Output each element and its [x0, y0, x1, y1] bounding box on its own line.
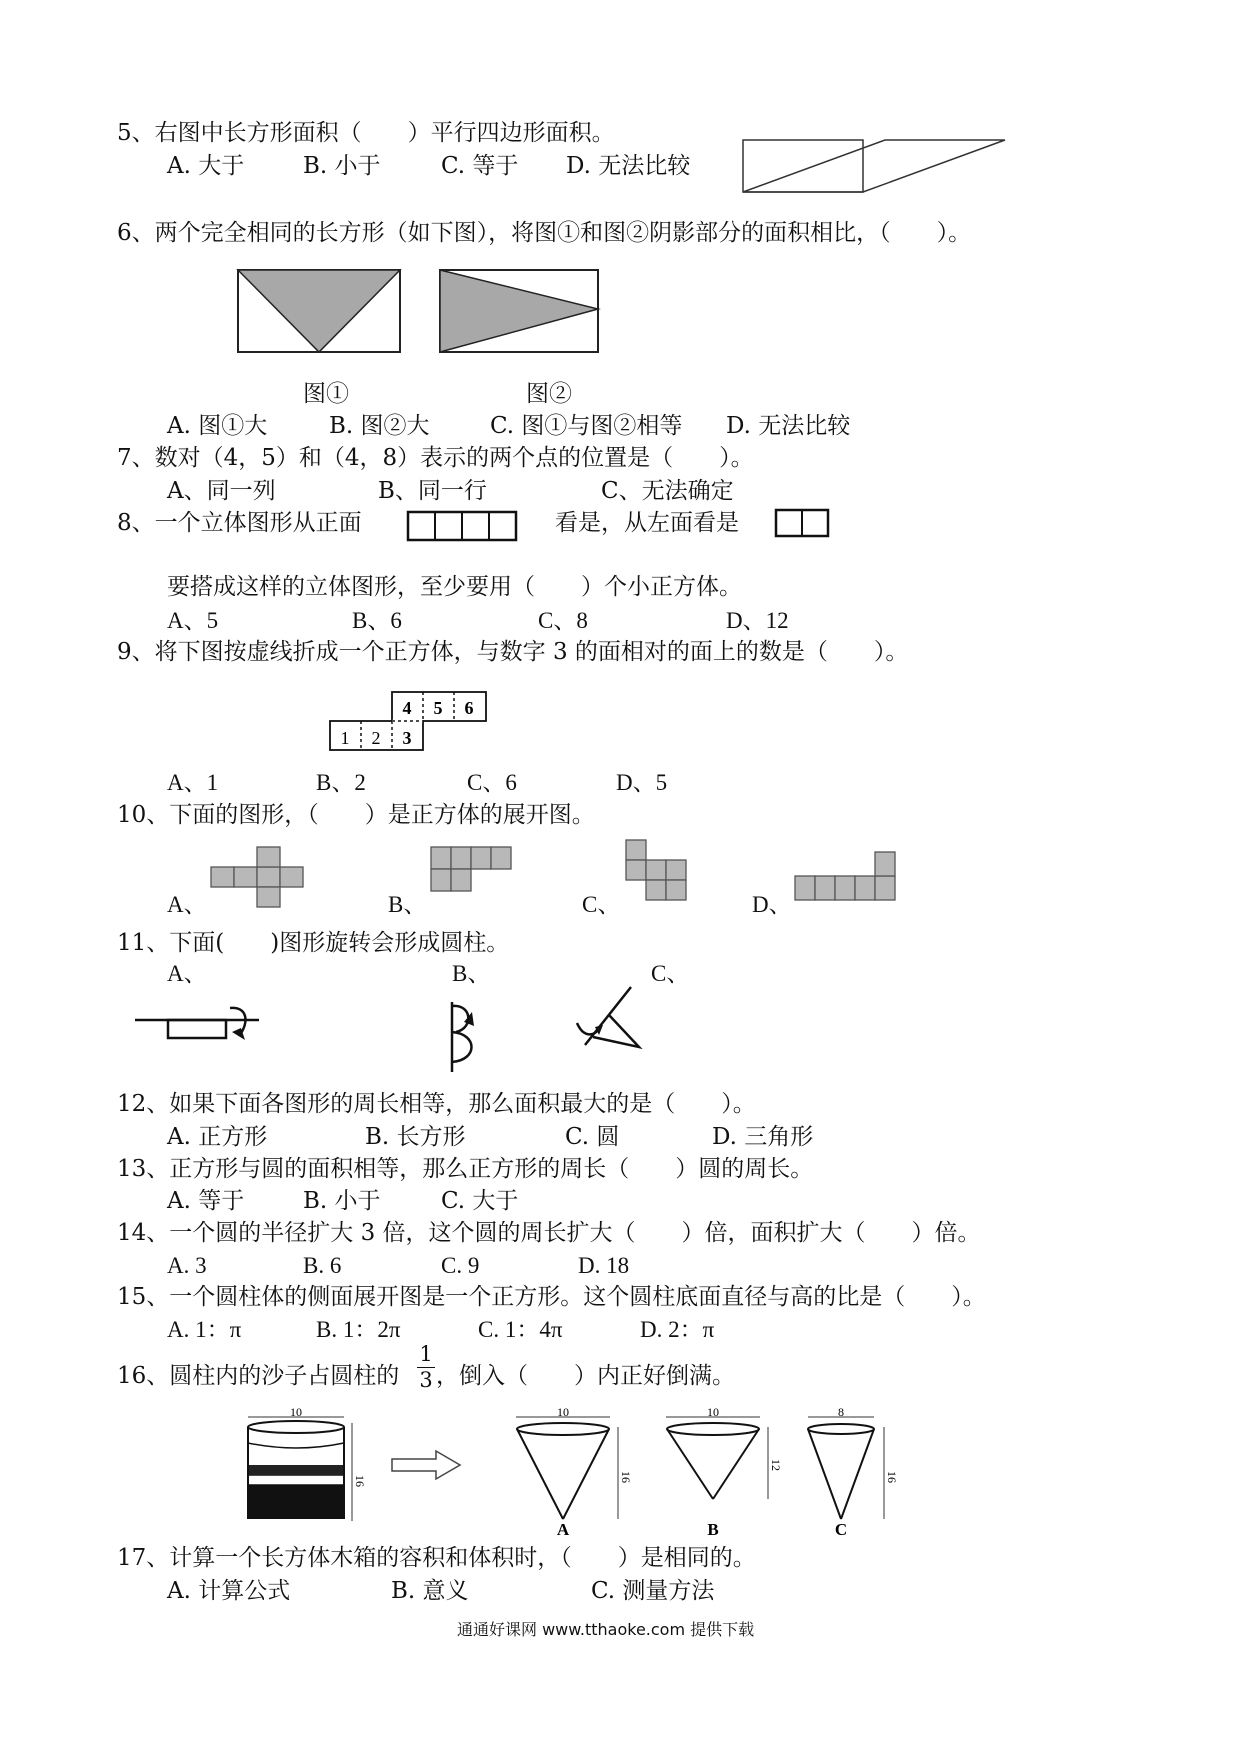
q13-option-a: A. 等于: [167, 1188, 245, 1214]
q16-cone-a-label: A: [556, 1520, 570, 1539]
q17-option-c: C. 测量方法: [591, 1578, 715, 1604]
q12-option-c: C. 圆: [565, 1124, 620, 1150]
q16-cylinder-height: 16: [353, 1475, 367, 1487]
q16-cone-b-diameter: 10: [707, 1405, 719, 1419]
q5-option-b: B. 小于: [303, 153, 381, 179]
q13-option-b: B. 小于: [303, 1188, 381, 1214]
q7-option-b: B、同一行: [378, 478, 487, 504]
q8-option-c: C、8: [538, 608, 588, 633]
q16-cone-c-height: 16: [885, 1471, 899, 1483]
q16-cone-c: [808, 1405, 899, 1539]
q11-figure-a: [135, 1000, 263, 1052]
q11-option-b: B、: [452, 961, 491, 986]
q11-stem: 11、下面( )图形旋转会形成圆柱。: [117, 930, 510, 956]
q5-option-a: A. 大于: [167, 153, 245, 179]
q17-option-b: B. 意义: [391, 1578, 469, 1604]
q7-option-a: A、同一列: [167, 478, 276, 504]
q8-stem-front: 8、一个立体图形从正面: [117, 510, 362, 536]
q16-cone-c-label: C: [834, 1520, 848, 1539]
q16-cone-b-height: 12: [769, 1459, 783, 1471]
q9-net-number-1: 1: [340, 728, 350, 748]
q9-option-a: A、1: [167, 770, 219, 795]
q5-option-d: D. 无法比较: [566, 153, 691, 179]
q8-stem-2: 要搭成这样的立体图形，至少要用（ ）个小正方体。: [167, 574, 742, 600]
q10-option-d: D、: [752, 892, 792, 917]
q10-net-d: [793, 850, 903, 906]
q16-fraction-denominator: 3: [419, 1368, 433, 1392]
q11-figure-b: [442, 1000, 492, 1074]
q15-option-d: D. 2：π: [640, 1317, 715, 1342]
q10-option-b: B、: [388, 892, 427, 917]
q14-option-d: D. 18: [578, 1253, 630, 1278]
q9-cube-net: [326, 690, 490, 754]
q5-stem: 5、右图中长方形面积（ ）平行四边形面积。: [117, 120, 615, 146]
q11-option-c: C、: [651, 961, 690, 986]
q16-cylinder-diameter: 10: [290, 1405, 302, 1419]
q11-option-a: A、: [167, 961, 207, 986]
q5-option-c: C. 等于: [441, 153, 519, 179]
q15-option-b: B. 1：2π: [316, 1317, 401, 1342]
q12-option-d: D. 三角形: [712, 1124, 814, 1150]
q10-stem: 10、下面的图形，（ ）是正方体的展开图。: [117, 802, 595, 828]
q11-figure-c: [575, 985, 647, 1055]
q16-cone-b-label: B: [707, 1520, 719, 1539]
q9-net-number-6: 6: [464, 698, 474, 718]
q9-option-c: C、6: [467, 770, 517, 795]
q16-cone-a: [516, 1405, 633, 1539]
q16-stem-a: 16、圆柱内的沙子占圆柱的: [117, 1363, 400, 1389]
q15-option-c: C. 1：4π: [478, 1317, 563, 1342]
q6-option-c: C. 图①与图②相等: [490, 413, 683, 439]
q12-stem: 12、如果下面各图形的周长相等，那么面积最大的是（ ）。: [117, 1091, 756, 1117]
q16-cone-a-height: 16: [619, 1471, 633, 1483]
q16-arrow: [392, 1451, 460, 1479]
q8-left-view: [774, 508, 830, 540]
q16-cylinder: [248, 1405, 367, 1521]
q9-stem: 9、将下图按虚线折成一个正方体，与数字 3 的面相对的面上的数是（ ）。: [117, 639, 909, 665]
q16-figure: [240, 1405, 920, 1539]
q14-option-c: C. 9: [441, 1253, 480, 1278]
q9-option-d: D、5: [616, 770, 668, 795]
q8-option-d: D、12: [726, 608, 789, 633]
q10-net-a: [209, 845, 309, 913]
q10-net-c: [624, 838, 688, 918]
q6-option-d: D. 无法比较: [726, 413, 851, 439]
q16-fraction-numerator: 1: [419, 1342, 433, 1366]
q6-option-b: B. 图②大: [329, 413, 430, 439]
q14-stem: 14、一个圆的半径扩大 3 倍，这个圆的周长扩大（ ）倍，面积扩大（ ）倍。: [117, 1220, 981, 1246]
page-footer: 通通好课网 www.tthaoke.com 提供下载: [457, 1620, 755, 1639]
q5-figure-rectangle-parallelogram: [740, 135, 1010, 195]
q17-stem: 17、计算一个长方体木箱的容积和体积时，（ ）是相同的。: [117, 1545, 756, 1571]
q16-fraction: [417, 1344, 435, 1391]
q16-stem-b: ，倒入（ ）内正好倒满。: [436, 1363, 735, 1389]
q7-option-c: C、无法确定: [601, 478, 734, 504]
q14-option-a: A. 3: [167, 1253, 207, 1278]
q8-front-view: [406, 510, 518, 544]
q13-option-c: C. 大于: [441, 1188, 519, 1214]
q9-net-number-4: 4: [402, 698, 412, 718]
q6-figure-1: [236, 268, 404, 356]
q9-option-b: B、2: [316, 770, 366, 795]
q9-net-number-5: 5: [433, 698, 443, 718]
q16-cone-b: [666, 1405, 783, 1539]
q6-figure-2: [438, 268, 602, 356]
q16-cone-c-diameter: 8: [838, 1405, 844, 1419]
q6-stem: 6、两个完全相同的长方形（如下图），将图①和图②阴影部分的面积相比，（ ）。: [117, 220, 972, 246]
q7-stem: 7、数对（4，5）和（4，8）表示的两个点的位置是（ ）。: [117, 445, 754, 471]
q15-option-a: A. 1：π: [167, 1317, 242, 1342]
q6-option-a: A. 图①大: [167, 413, 268, 439]
q16-cone-a-diameter: 10: [557, 1405, 569, 1419]
q6-figure-1-caption: 图①: [303, 381, 349, 407]
q13-stem: 13、正方形与圆的面积相等，那么正方形的周长（ ）圆的周长。: [117, 1156, 814, 1182]
q8-option-a: A、5: [167, 608, 219, 633]
q10-net-b: [429, 845, 517, 913]
q17-option-a: A. 计算公式: [167, 1578, 291, 1604]
q12-option-a: A. 正方形: [167, 1124, 268, 1150]
q8-stem-side: 看是，从左面看是: [555, 510, 739, 536]
q6-figure-2-caption: 图②: [526, 381, 572, 407]
q9-net-number-3: 3: [402, 728, 412, 748]
q14-option-b: B. 6: [303, 1253, 342, 1278]
q8-option-b: B、6: [352, 608, 402, 633]
q10-option-c: C、: [582, 892, 621, 917]
q12-option-b: B. 长方形: [365, 1124, 466, 1150]
q10-option-a: A、: [167, 892, 207, 917]
q15-stem: 15、一个圆柱体的侧面展开图是一个正方形。这个圆柱底面直径与高的比是（ ）。: [117, 1284, 986, 1310]
q9-net-number-2: 2: [371, 728, 381, 748]
